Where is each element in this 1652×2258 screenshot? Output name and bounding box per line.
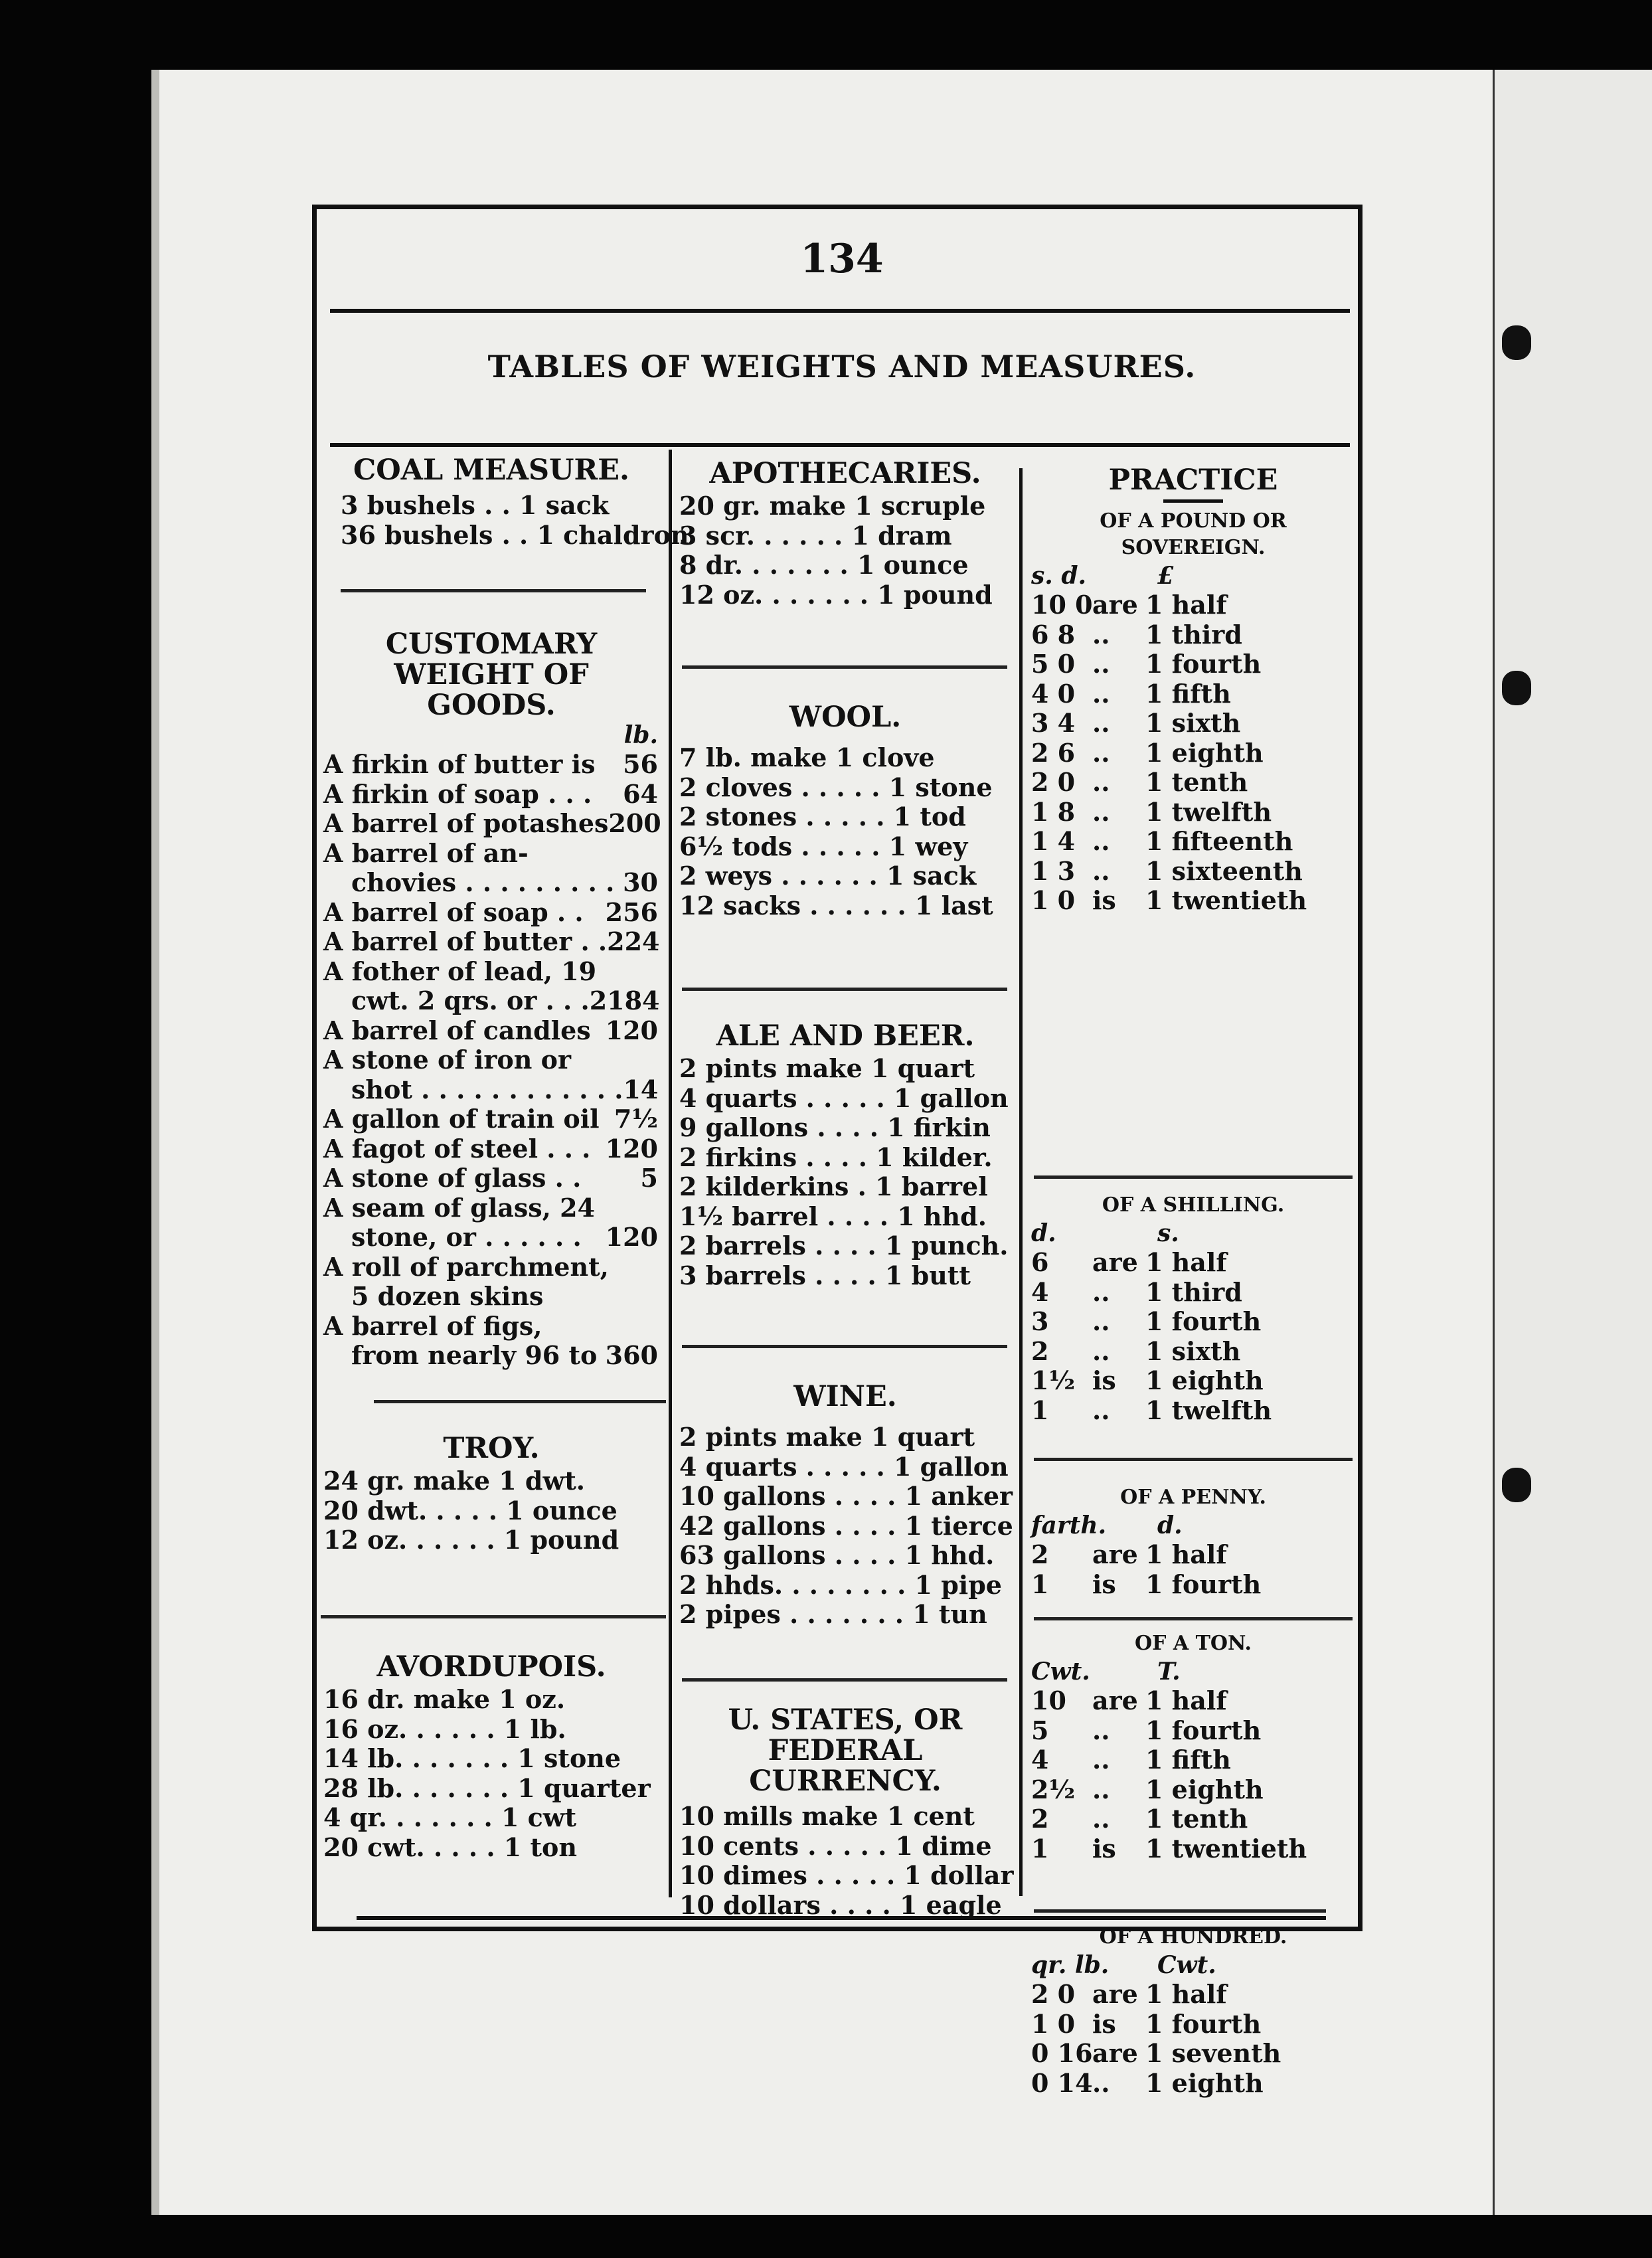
customary-row: A barrel of butter . . 224 — [323, 926, 660, 956]
shilling-row: 2 .. 1 sixth — [1031, 1336, 1241, 1366]
ale-row: 3 barrels . . . . 1 butt — [679, 1260, 971, 1290]
apothecaries-row: 3 scr. . . . . . 1 dram — [679, 520, 952, 551]
heading-dash — [1163, 499, 1223, 503]
troy-heading: TROY. — [443, 1432, 540, 1465]
ale-heading: ALE AND BEER. — [716, 1019, 975, 1053]
avoirdupois-row: 20 cwt. . . . . 1 ton — [323, 1832, 578, 1862]
wine-row: 63 gallons . . . . 1 hhd. — [679, 1540, 995, 1570]
customary-row: A barrel of candles 120 — [323, 1015, 658, 1045]
coal-row: 3 bushels . . 1 sack — [341, 490, 610, 520]
customary-row: A stone of iron or — [323, 1045, 571, 1075]
penny-row: 1 is 1 fourth — [1031, 1569, 1262, 1599]
avoirdupois-row: 16 oz. . . . . . 1 lb. — [323, 1713, 566, 1744]
currency-row: 10 mills make 1 cent — [679, 1801, 975, 1831]
customary-row: A stone of glass . . 5 — [323, 1163, 658, 1193]
pound-row: 6 8 .. 1 third — [1031, 619, 1242, 650]
wool-row: 6½ tods . . . . . 1 wey — [679, 831, 968, 861]
section-divider — [341, 589, 646, 592]
shilling-section — [1027, 1192, 1359, 1425]
customary-row: A seam of glass, 24 — [323, 1192, 596, 1223]
customary-row: A roll of parchment, — [323, 1251, 609, 1282]
currency-row: 10 dimes . . . . . 1 dollar — [679, 1860, 1014, 1890]
shilling-row: 1 .. 1 twelfth — [1031, 1395, 1272, 1425]
ton-column-header: Cwt. T. — [1031, 1658, 1181, 1686]
hundred-row: 1 0 is 1 fourth — [1031, 2008, 1262, 2039]
customary-row: from nearly 96 to 360 — [351, 1340, 658, 1370]
apothecaries-heading: APOTHECARIES. — [709, 457, 981, 490]
hundred-row: 0 16 are 1 seventh — [1031, 2038, 1281, 2068]
section-divider — [682, 1345, 1007, 1348]
shilling-column-header: d. s. — [1031, 1219, 1179, 1247]
currency-heading: U. STATES, OR FEDERAL CURRENCY. — [728, 1703, 963, 1798]
avoirdupois-row: 16 dr. make 1 oz. — [323, 1684, 566, 1714]
ton-row: 10 are 1 half — [1031, 1686, 1227, 1715]
table-frame — [312, 205, 1363, 2098]
customary-row: shot . . . . . . . . . . . . 14 — [351, 1074, 659, 1104]
pound-row: 5 0 .. 1 fourth — [1031, 649, 1262, 679]
ale-row: 2 barrels . . . . 1 punch. — [679, 1231, 1009, 1260]
ton-row: 2 .. 1 tenth — [1031, 1804, 1248, 1834]
wine-heading: WINE. — [793, 1380, 897, 1413]
avoirdupois-row: 4 qr. . . . . . . 1 cwt — [323, 1802, 577, 1832]
apothecaries-weight — [675, 458, 1015, 610]
wool-weight — [675, 702, 1015, 920]
hundred-section — [1027, 1924, 1359, 2098]
header-rule — [330, 309, 1350, 313]
customary-row: A firkin of soap . . . 64 — [323, 778, 658, 809]
customary-row: A barrel of figs, — [323, 1310, 542, 1341]
customary-row: A barrel of potashes 200 — [323, 808, 661, 838]
wool-row: 12 sacks . . . . . . 1 last — [679, 890, 993, 920]
customary-row: A barrel of an- — [323, 837, 529, 868]
ton-section — [1027, 1630, 1359, 1864]
hundred-column-header: qr. lb. Cwt. — [1031, 1951, 1216, 1979]
shilling-row: 4 .. 1 third — [1031, 1276, 1242, 1307]
section-divider — [1034, 1617, 1353, 1620]
binding-mark — [1502, 325, 1531, 360]
pound-column-header: s. d. £ — [1031, 562, 1175, 590]
pound-row: 4 0 .. 1 fifth — [1031, 678, 1231, 709]
section-divider — [682, 1678, 1007, 1682]
ton-heading: OF A TON. — [1134, 1632, 1252, 1655]
section-divider — [1034, 1175, 1353, 1179]
customary-row: chovies . . . . . . . . . 30 — [351, 867, 658, 897]
shilling-heading: OF A SHILLING. — [1102, 1193, 1285, 1217]
pound-row: 10 0 are 1 half — [1031, 590, 1227, 620]
pound-row: 2 0 .. 1 tenth — [1031, 767, 1248, 797]
wine-row: 42 gallons . . . . 1 tierce — [679, 1510, 1013, 1541]
wool-row: 2 cloves . . . . . 1 stone — [679, 772, 993, 802]
customary-row: stone, or . . . . . . 120 — [351, 1222, 658, 1252]
customary-row: A barrel of soap . . 256 — [323, 897, 658, 927]
customary-row: A fother of lead, 19 — [323, 956, 597, 986]
binding-mark — [1502, 1468, 1531, 1502]
hundred-row: 0 14 .. 1 eighth — [1031, 2067, 1264, 2098]
ale-row: 2 kilderkins . 1 barrel — [679, 1172, 988, 1201]
section-divider — [682, 665, 1007, 669]
avoirdupois-weight — [321, 1652, 662, 1862]
wool-heading: WOOL. — [789, 701, 902, 734]
wine-row: 10 gallons . . . . 1 anker — [679, 1481, 1013, 1511]
ale-row: 2 firkins . . . . 1 kilder. — [679, 1142, 993, 1172]
wool-row: 2 stones . . . . . 1 tod — [679, 802, 966, 831]
wine-row: 2 hhds. . . . . . . . 1 pipe — [679, 1569, 1002, 1600]
currency-row: 10 cents . . . . . 1 dime — [679, 1830, 992, 1861]
ale-row: 2 pints make 1 quart — [679, 1053, 975, 1083]
practice-section — [1027, 465, 1359, 916]
coal-measure — [321, 454, 689, 550]
pound-row: 1 8 .. 1 twelfth — [1031, 796, 1272, 827]
pound-row: 2 6 .. 1 eighth — [1031, 737, 1264, 768]
apothecaries-row: 8 dr. . . . . . . 1 ounce — [679, 550, 969, 580]
page-number: 134 — [800, 236, 884, 282]
ale-row: 9 gallons . . . . 1 firkin — [679, 1112, 991, 1142]
pound-row: 1 3 .. 1 sixteenth — [1031, 855, 1303, 886]
ale-row: 1½ barrel . . . . 1 hhd. — [679, 1201, 987, 1231]
hundred-heading: OF A HUNDRED. — [1099, 1925, 1287, 1949]
coal-row: 36 bushels . . 1 chaldron — [341, 519, 689, 550]
section-divider — [374, 1400, 666, 1403]
penny-row: 2 are 1 half — [1031, 1539, 1227, 1569]
customary-row: A firkin of butter is 56 — [323, 749, 658, 779]
section-divider — [321, 1615, 666, 1618]
troy-row: 12 oz. . . . . . 1 pound — [323, 1525, 620, 1555]
wool-row: 2 weys . . . . . . 1 sack — [679, 861, 977, 891]
troy-row: 24 gr. make 1 dwt. — [323, 1466, 585, 1496]
penny-column-header: farth. d. — [1031, 1512, 1183, 1539]
avoirdupois-row: 14 lb. . . . . . . 1 stone — [323, 1743, 621, 1773]
avoirdupois-row: 28 lb. . . . . . . 1 quarter — [323, 1773, 651, 1803]
pound-row: 1 0 is 1 twentieth — [1031, 885, 1307, 915]
ton-row: 1 is 1 twentieth — [1031, 1833, 1307, 1864]
wine-measure — [675, 1381, 1015, 1630]
ton-row: 5 .. 1 fourth — [1031, 1715, 1262, 1745]
pound-row: 1 4 .. 1 fifteenth — [1031, 826, 1293, 856]
shilling-row: 1½ is 1 eighth — [1031, 1365, 1264, 1395]
hundred-row: 2 0 are 1 half — [1031, 1979, 1227, 2009]
apothecaries-row: 20 gr. make 1 scruple — [679, 491, 986, 521]
wine-row: 2 pipes . . . . . . . 1 tun — [679, 1599, 987, 1629]
column-divider-2 — [1019, 468, 1023, 1896]
customary-row: A fagot of steel . . . 120 — [323, 1133, 658, 1164]
ton-row: 2½ .. 1 eighth — [1031, 1774, 1264, 1804]
title-rule — [330, 443, 1350, 447]
federal-currency — [675, 1705, 1015, 1920]
ale-row: 4 quarts . . . . . 1 gallon — [679, 1083, 1009, 1113]
troy-weight — [321, 1433, 662, 1555]
coal-heading: COAL MEASURE. — [353, 454, 630, 487]
customary-row: 5 dozen skins — [351, 1281, 544, 1311]
section-divider — [1034, 1458, 1353, 1461]
section-divider — [1034, 1909, 1326, 1913]
wool-row: 7 lb. make 1 clove — [679, 742, 935, 772]
penny-section — [1027, 1484, 1359, 1599]
ale-beer-measure — [675, 1021, 1015, 1290]
apothecaries-row: 12 oz. . . . . . . 1 pound — [679, 579, 993, 610]
practice-heading: PRACTICE — [1108, 464, 1278, 497]
customary-unit-row: lb. — [623, 721, 658, 749]
shilling-row: 3 .. 1 fourth — [1031, 1306, 1262, 1336]
ton-row: 4 .. 1 fifth — [1031, 1745, 1231, 1775]
customary-heading: CUSTOMARY WEIGHT OF GOODS. — [385, 628, 598, 722]
binding-mark — [1502, 671, 1531, 705]
currency-row: 10 dollars . . . . 1 eagle — [679, 1889, 1002, 1920]
wine-row: 4 quarts . . . . . 1 gallon — [679, 1451, 1009, 1482]
facing-page-edge — [1493, 70, 1652, 2215]
customary-weight — [321, 629, 662, 1371]
shilling-row: 6 are 1 half — [1031, 1247, 1227, 1277]
section-divider — [682, 988, 1007, 991]
page-title: TABLES OF WEIGHTS AND MEASURES. — [487, 349, 1197, 385]
pound-heading: OF A POUND OR SOVEREIGN. — [1100, 509, 1287, 559]
pound-row: 3 4 .. 1 sixth — [1031, 708, 1241, 738]
customary-row: cwt. 2 qrs. or . . . 2184 — [351, 986, 660, 1015]
avoirdupois-heading: AVORDUPOIS. — [376, 1650, 606, 1684]
customary-row: A gallon of train oil 7½ — [323, 1104, 658, 1134]
wine-row: 2 pints make 1 quart — [679, 1422, 975, 1452]
penny-heading: OF A PENNY. — [1120, 1486, 1266, 1509]
troy-row: 20 dwt. . . . . 1 ounce — [323, 1495, 618, 1525]
column-divider-1 — [669, 450, 672, 1897]
